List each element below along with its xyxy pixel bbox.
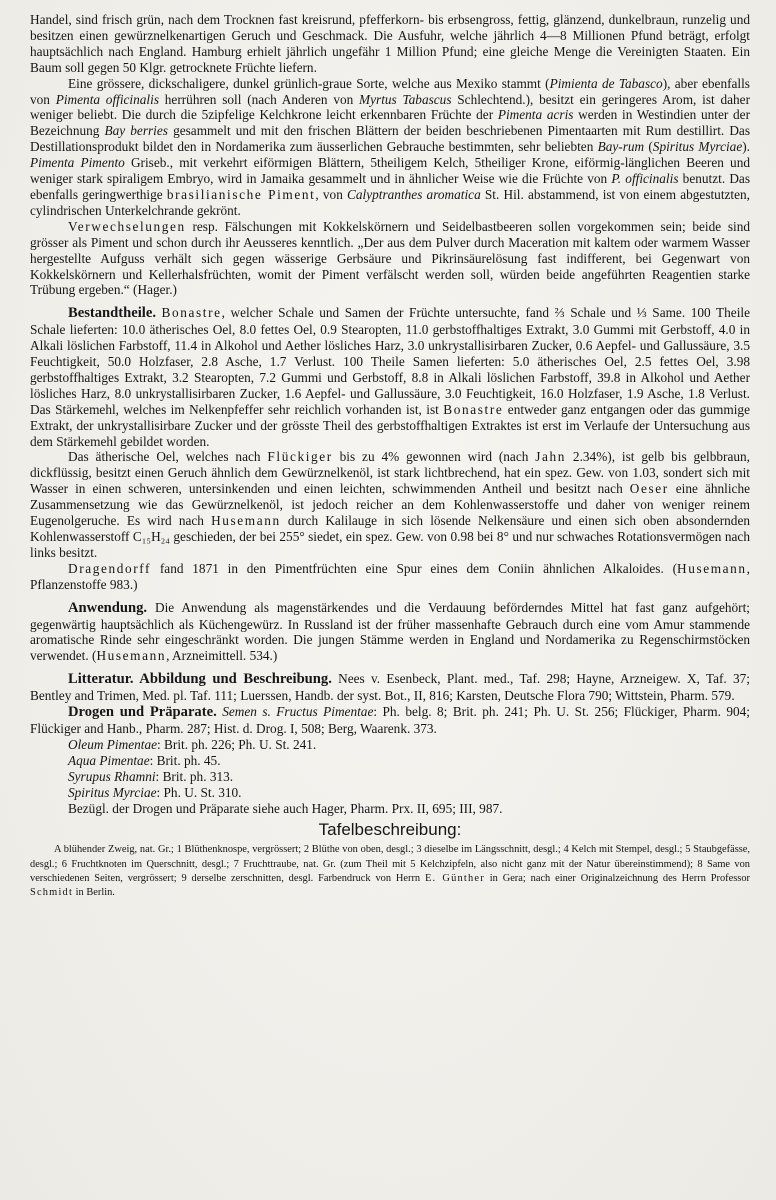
text: herrühren soll (nach Anderen von [159, 91, 360, 107]
paragraph-litteratur [30, 671, 750, 704]
text: ( [644, 139, 653, 155]
author-name: Husemann [211, 513, 281, 529]
author-name: Oeser [629, 481, 669, 497]
text: Eine grössere, dickschaligere, dunkel grünlich-graue Sorte, welche aus Mexiko stammt ( [68, 75, 550, 91]
text: fand 1871 in den Pimentfrüchten eine Spur eines dem Coniin ähnlichen Alkaloides. ( [151, 560, 677, 576]
author-name: Schmidt [30, 887, 74, 899]
text: , Arzneimittell. 534.) [166, 648, 278, 664]
species-name: Calyptranthes aromatica [347, 186, 481, 202]
text: gesammelt und mit den frischen Blättern der beiden beschriebenen Pimentaarten mit Rum destillirt. Das Destillationsprodukt bildet den in Nordamerika zum äusserlichen Gebrauche bestimmten, sehr beliebten [30, 123, 750, 155]
list-item [30, 753, 750, 769]
text: : Brit. ph. 45. [149, 752, 221, 768]
species-name: Spiritus Myrciae [652, 139, 743, 155]
text: 2.34%), ist gelb bis gelbbraun, dickflüssig, besitzt einen Geruch ähnlich dem Gewürznelkenöl, ist stark lichtbrechend, hat ein spez. Gew. von 1.03, sondert sich mit Wasser in einen schweren, untersinkenden und einen leichten, schwimmenden Antheil und besitzt nach [30, 449, 750, 497]
species-name: Myrtus Tabascus [359, 91, 452, 107]
preparation-name: Spiritus Myrciae [68, 784, 157, 800]
author-name: Husemann [677, 560, 747, 576]
text: benutzt. Das ebenfalls geringwerthige [30, 171, 750, 202]
species-name: Pimenta Pimento [30, 155, 125, 171]
paragraph-handel: Handel, sind frisch grün, nach dem Trocknen fast kreisrund, pfefferkorn- bis erbsengross, fettig, glänzend, dunkelbraun, runzelig und besitzen einen gewürznelkenartigen Geruch und Geschmack. Die Ausfuhr, welche jährlich 4—8 Millionen Pfund beträgt, erfolgt hauptsächlich nach England. Hamburg erhielt jährlich ungefähr 1 Million Pfund; eine gleiche Menge die Vereinigten Staaten. Ein Baum soll gegen 50 Klgr. getrocknete Früchte liefern. [30, 12, 750, 75]
paragraph-anwendung [30, 600, 750, 665]
plate-description-text [30, 843, 750, 900]
text: in Berlin. [73, 887, 115, 899]
preparation-name: Aqua Pimentae [68, 752, 150, 768]
author-name: Flückiger [267, 449, 333, 465]
author-name: Bonastre [443, 401, 504, 417]
text: , von [315, 186, 348, 202]
preparations-list [30, 737, 750, 801]
species-name: Pimienta de Tabasco [549, 75, 663, 91]
preparation-name: Syrupus Rhamni [68, 768, 156, 784]
species-name: Bay-rum [597, 139, 645, 155]
text: , welcher Schale und Samen der Früchte untersuchte, fand ⅔ Schale und ⅓ Same. 100 Theile Schale lieferten: 10.0 ätherisches Oel, 8.0 fettes Oel, 0.9 Stearopten, 11.0 gerbstoffhaltiges Extrakt, 3.0 Gummi mit Gerbstoff, 4.0 in Alkali löslichen Farbstoff, 11.4 in Alkohol und Aether lösliches Harz, 3.0 unkrystallisirbaren Zucker, 0.6 Aepfel- und Gallussäure, 3.5 Feuchtigkeit, 50.0 Holzfaser, 2.8 Asche, 1.7 Verlust. 100 Theile Samen lieferten: 5.0 ätherisches Oel, 2.5 fettes Oel, 3.98 gerbstoffhaltiges Extrakt, 3.2 Stearopten, 7.2 Gummi und Gerbstoff, 8.8 in Alkali löslichen Farbstoff, 39.8 in Alkohol und Aether lösliches Harz, 8.0 unkrystallisirbaren Zucker, 1.6 Aepfel- und Gallussäure, 3.0 Feuchtigkeit, 16.0 Holzfaser, 1.9 Asche, 1.8 Verlust. Das Stärkemehl, welches im Nelkenpfeffer sehr reichlich vorhanden ist, ist [30, 305, 750, 417]
section-heading: Drogen und Präparate. [68, 704, 217, 721]
paragraph-verwechselungen [30, 219, 750, 299]
text: : Brit. ph. 226; Ph. U. St. 241. [157, 736, 317, 752]
text: durch Kalilauge in sich lösende Nelkensäure und einen sich oben absondernden Kohlenwasserstoff C₁₅H₂₄ geschieden, der bei 255° siedet, ein spez. Gew. von 0.98 bei 8° und nur schwaches Rotationsvermögen nach links besitzt. [30, 513, 750, 560]
plate-description-title: Tafelbeschreibung: [318, 820, 462, 840]
author-name: E. Günther [425, 872, 485, 884]
text: bis zu 4% gewonnen wird (nach [332, 449, 536, 465]
paragraph-sorten [30, 76, 750, 219]
species-name: Pimenta officinalis [55, 91, 159, 107]
section-heading: Anwendung. [68, 599, 148, 616]
text: Das ätherische Oel, welches nach [68, 449, 268, 465]
species-name: Bay berries [104, 123, 168, 139]
list-item [30, 769, 750, 785]
text: resp. Fälschungen mit Kokkelskörnern und Seidelbastbeeren sollen vorgekommen sein; beide sind grösser als Piment und schon durch ihr Aeusseres kenntlich. „Der aus dem Pulver durch Maceration mit kaltem oder warmem Wasser hergestellte Aufguss verhält sich gegen wässerige Gerbsäure und Pikrinsäurelösung fast indifferent, bei Gegenwart von Kokkelskörnern und Kellerhalsfrüchten, womit der Piment verfälscht werden soll, würden beide angeführten Reagentien starke Trübung ergeben.“ (Hager.) [30, 218, 750, 298]
paragraph-dragendorff [30, 561, 750, 593]
text: Nees v. Esenbeck, Plant. med., Taf. 298; Hayne, Arzneigew. X, Taf. 37; Bentley and Trimen, Med. pl. Taf. 111; Luerssen, Handb. der syst. Bot., II, 816; Karsten, Deutsche Flora 790; Wittstein, Pharm. 579. [30, 671, 750, 704]
section-heading: Bestandtheile. [68, 305, 156, 322]
author-name: Bonastre [161, 305, 222, 321]
text: Schlechtend.), besitzt ein geringeres Arom, ist daher weniger beliebt. Die durch die 5zipfelige Kelchkrone leicht erkennbaren Früchte der [30, 91, 751, 123]
text: in Gera; nach einer Originalzeichnung des Herrn Professor [484, 872, 751, 884]
author-name: Husemann [96, 648, 167, 664]
species-name: Semen s. Fructus Pimentae [222, 704, 374, 720]
paragraph-drogen [30, 704, 750, 737]
spaced-term: Verwechselungen [68, 218, 186, 234]
author-name: Dragendorff [68, 560, 152, 576]
text: : Ph. U. St. 310. [156, 784, 242, 800]
text: : Ph. belg. 8; Brit. ph. 241; Ph. U. St. 256; Flückiger, Pharm. 904; Flückiger and Hanb., Pharm. 287; Hist. d. Drog. I, 508; Berg, Waarenk. 373. [30, 704, 750, 736]
preparation-name: Oleum Pimentae [68, 736, 157, 752]
species-name: P. officinalis [611, 171, 679, 187]
section-heading: Litteratur. Abbildung und Beschreibung. [68, 671, 332, 688]
list-item [30, 737, 750, 753]
text: werden in Westindien unter der Bezeichnung [30, 107, 751, 139]
paragraph-oel [30, 449, 750, 560]
paragraph-bestandtheile [30, 305, 750, 449]
text: entweder ganz entgangen oder das gummige Extrakt, der unkrystallisirbare Zucker und der grösste Theil des gerbstoffhaltigen Extraktes ist erst im Verlaufe der Untersuchung aus dem Stärkemehl gebildet worden. [30, 401, 750, 449]
text: Griseb., mit verkehrt eiförmigen Blättern, 5theiligem Kelch, 5theiliger Krone, eiförmig-länglichen Beeren und weniger stark spiraligem Embryo, wird in Jamaika gesammelt und in ähnlicher Weise wie die Früchte von [30, 155, 751, 187]
text: eine ähnliche Zusammensetzung wie das Gewürznelkenöl, ist jedoch reicher an dem Kohlenwasserstoffe und daher von weniger reinem Eugenolgeruche. Es wird nach [30, 481, 750, 529]
text: St. Hil. abstammend, ist von einem abgestutzten, cylindrischen Unterkelchrande gekrönt. [30, 186, 750, 218]
spaced-term: brasilianische Piment [166, 186, 316, 202]
text: ), aber ebenfalls von [30, 75, 750, 107]
text: Die Anwendung als magenstärkendes und die Verdauung beförderndes Mittel hat fast ganz aufgehört; gegenwärtig hauptsächlich als Küchengewürz. In Russland ist der früher massenhafte Gebrauch durch eine vom Amur stammende aromatische Rinde sehr eingeschränkt worden. Die jungen Stämme werden in England und Nordamerika zu Regenschirmstöcken verwendet. ( [30, 599, 750, 664]
paragraph-bezuegl: Bezügl. der Drogen und Präparate siehe auch Hager, Pharm. Prx. II, 695; III, 987. [68, 800, 503, 816]
list-item [30, 785, 750, 801]
text: , Pflanzenstoffe 983.) [30, 560, 750, 592]
author-name: Jahn [535, 449, 567, 465]
text: A blühender Zweig, nat. Gr.; 1 Blüthenknospe, vergrössert; 2 Blüthe von oben, desgl.; 3 dieselbe im Längsschnitt, desgl.; 4 Kelch mit Stempel, desgl.; 5 Staubgefässe, desgl.; 6 Fruchtknoten im Querschnitt, desgl.; 7 Fruchttraube, nat. Gr. (zum Theil mit 5 Kelchzipfeln, also nicht ganz mit der Natur übereinstimmend); 8 Same von verschiedenen Seiten, vergrössert; 9 derselbe zerschnitten, desgl. Farbendruck von Herrn [30, 844, 750, 884]
text: ). [742, 139, 750, 155]
text: : Brit. ph. 313. [155, 768, 234, 784]
species-name: Pimenta acris [497, 107, 574, 123]
